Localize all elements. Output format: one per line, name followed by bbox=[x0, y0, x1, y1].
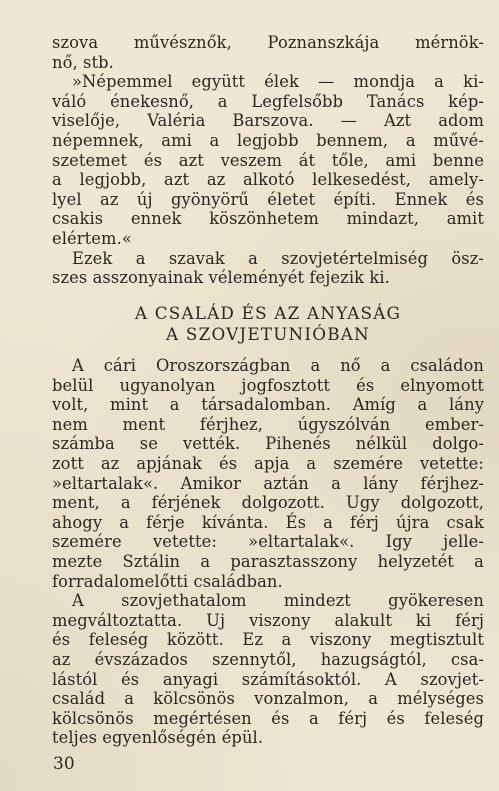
top-text-block bbox=[52, 33, 484, 288]
page-number: 30 bbox=[53, 754, 75, 774]
paragraph-line: A cári Oroszországban a nő a családon bbox=[72, 356, 484, 375]
section-heading-line: A CSALÁD ÉS AZ ANYASÁG bbox=[134, 303, 402, 323]
quote-line: népemnek, ami a legjobb bennem, a művé- bbox=[52, 130, 484, 150]
summary-line: Ezek a szavak a szovjetértelmiség ösz- bbox=[72, 248, 484, 268]
quote-line: »Népemmel együtt élek — mondja a ki- bbox=[72, 72, 484, 92]
paragraph-line: lástól és anyagi számításoktól. A szovjet- bbox=[52, 669, 484, 689]
paragraph-line: számba se vették. Pihenés nélkül dolgo- bbox=[52, 434, 484, 454]
section-heading bbox=[52, 303, 484, 344]
quote-line: elértem.« bbox=[52, 228, 132, 248]
paragraph-line: teljes egyenlőségén épül. bbox=[52, 728, 264, 748]
intro-line: szova művésznők, Poznanszkája mérnök- bbox=[52, 33, 484, 52]
paragraph-line: forradalomelőtti családban. bbox=[52, 571, 283, 591]
quote-line: a legjobb, azt az alkotó lelkesedést, amely- bbox=[52, 170, 484, 190]
paragraph-line: volt, mint a társadalomban. Amíg a lány bbox=[52, 395, 484, 415]
quote-line: csakis ennek köszönhetem mindazt, amit bbox=[52, 209, 484, 229]
intro-line: nő, stb. bbox=[52, 52, 114, 72]
summary-line: szes asszonyainak véleményét fejezik ki. bbox=[52, 268, 390, 288]
paragraph-line: kölcsönös megértésen és a férj és feleség bbox=[52, 708, 484, 728]
paragraph-line: ahogy a férje kívánta. És a férj újra csak bbox=[52, 512, 484, 532]
quote-line: viselője, Valéria Barszova. — Azt adom bbox=[52, 111, 484, 131]
paragraph-line: és feleség között. Ez a viszony megtisztult bbox=[52, 630, 484, 650]
section-heading-line: A SZOVJETUNIÓBAN bbox=[166, 323, 370, 344]
paragraph-line: zott az apjának és apja a szemére vetette: bbox=[52, 453, 484, 473]
paragraph-line: ment, a férjének dolgozott. Ugy dolgozott, bbox=[52, 493, 484, 513]
quote-line: lyel az új gyönyörű életet építi. Ennek és bbox=[52, 189, 484, 209]
paragraph-line: az évszázados szennytől, hazugságtól, csa- bbox=[52, 649, 484, 669]
paragraph-line: nem ment férjhez, úgyszólván ember- bbox=[52, 414, 484, 434]
paragraph-line: »eltartalak«. Amikor aztán a lány férjhez- bbox=[52, 473, 484, 493]
quote-line: szetemet és azt veszem át tőle, ami benne bbox=[52, 150, 484, 170]
bottom-text-block bbox=[52, 356, 484, 748]
paragraph-line: A szovjethatalom mindezt gyökeresen bbox=[72, 591, 484, 611]
paragraph-line: mezte Sztálin a parasztasszony helyzetét a bbox=[52, 551, 484, 571]
paragraph-line: család a kölcsönös vonzalmon, a mélységes bbox=[52, 689, 484, 709]
paragraph-line: belül ugyanolyan jogfosztott és elnyomott bbox=[52, 375, 484, 395]
paragraph-line: megváltoztatta. Uj viszony alakult ki férj bbox=[52, 610, 484, 630]
paragraph-line: szemére vetette: »eltartalak«. Igy jelle- bbox=[52, 532, 484, 552]
quote-line: váló énekesnő, a Legfelsőbb Tanács kép- bbox=[52, 91, 484, 111]
